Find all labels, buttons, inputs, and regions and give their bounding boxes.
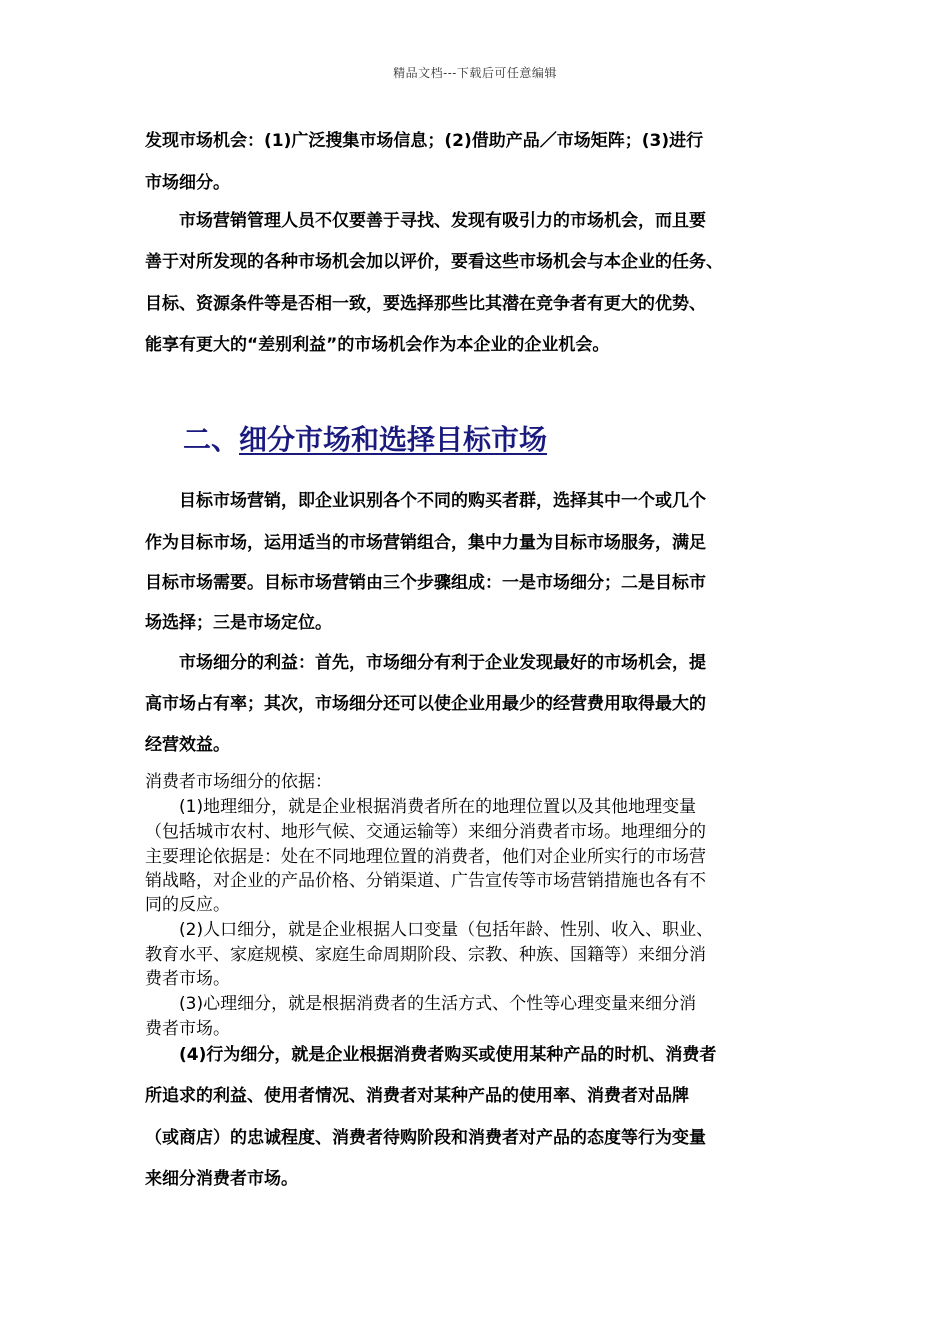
paragraph-line: 作为目标市场，运用适当的市场营销组合，集中力量为目标市场服务，满足 (145, 533, 706, 553)
paragraph-line: 市场营销管理人员不仅要善于寻找、发现有吸引力的市场机会，而且要 (145, 211, 706, 231)
paragraph-line: (1)地理细分，就是企业根据消费者所在的地理位置以及其他地理变量 (145, 797, 697, 817)
heading-prefix: 二、 (183, 423, 240, 456)
paragraph-line: 教育水平、家庭规模、家庭生命周期阶段、宗教、种族、国籍等）来细分消 (145, 945, 706, 965)
paragraph-line: 来细分消费者市场。 (145, 1169, 298, 1189)
paragraph-line: 费者市场。 (145, 1019, 230, 1039)
paragraph-line: 费者市场。 (145, 969, 230, 989)
paragraph-line: 目标市场营销，即企业识别各个不同的购买者群，选择其中一个或几个 (145, 491, 706, 511)
paragraph-line: 消费者市场细分的依据： (145, 772, 332, 792)
paragraph-line: 所追求的利益、使用者情况、消费者对某种产品的使用率、消费者对品牌 (145, 1086, 689, 1106)
paragraph-line: 能享有更大的“差别利益”的市场机会作为本企业的企业机会。 (145, 335, 610, 355)
paragraph-line: 目标市场需要。目标市场营销由三个步骤组成：一是市场细分；二是目标市 (145, 573, 706, 593)
paragraph-line: 经营效益。 (145, 735, 230, 755)
paragraph-line: 同的反应。 (145, 895, 230, 915)
paragraph-line: 高市场占有率；其次，市场细分还可以使企业用最少的经营费用取得最大的 (145, 694, 706, 714)
paragraph-line: 场选择；三是市场定位。 (145, 613, 332, 633)
paragraph-line: （或商店）的忠诚程度、消费者待购阶段和消费者对产品的态度等行为变量 (145, 1128, 706, 1148)
paragraph-line: (4)行为细分，就是企业根据消费者购买或使用某种产品的时机、消费者 (145, 1045, 717, 1065)
paragraph-line: (3)心理细分，就是根据消费者的生活方式、个性等心理变量来细分消 (145, 994, 697, 1014)
paragraph-line: 销战略，对企业的产品价格、分销渠道、广告宣传等市场营销措施也各有不 (145, 871, 706, 891)
paragraph-line: 主要理论依据是：处在不同地理位置的消费者，他们对企业所实行的市场营 (145, 847, 706, 867)
paragraph-line: 善于对所发现的各种市场机会加以评价，要看这些市场机会与本企业的任务、 (145, 252, 723, 272)
section-heading (183, 418, 547, 458)
paragraph-line: 市场细分。 (145, 173, 230, 193)
paragraph-line: 发现市场机会：(1)广泛搜集市场信息；(2)借助产品／市场矩阵；(3)进行 (145, 131, 704, 151)
paragraph-line: （包括城市农村、地形气候、交通运输等）来细分消费者市场。地理细分的 (145, 822, 706, 842)
paragraph-line: (2)人口细分，就是企业根据人口变量（包括年龄、性别、收入、职业、 (145, 920, 714, 940)
paragraph-line: 目标、资源条件等是否相一致，要选择那些比其潜在竞争者有更大的优势、 (145, 294, 706, 314)
page-header: 精品文档---下载后可任意编辑 (393, 66, 557, 80)
heading-link[interactable]: 细分市场和选择目标市场 (239, 423, 548, 456)
paragraph-line: 市场细分的利益：首先，市场细分有利于企业发现最好的市场机会，提 (145, 653, 706, 673)
